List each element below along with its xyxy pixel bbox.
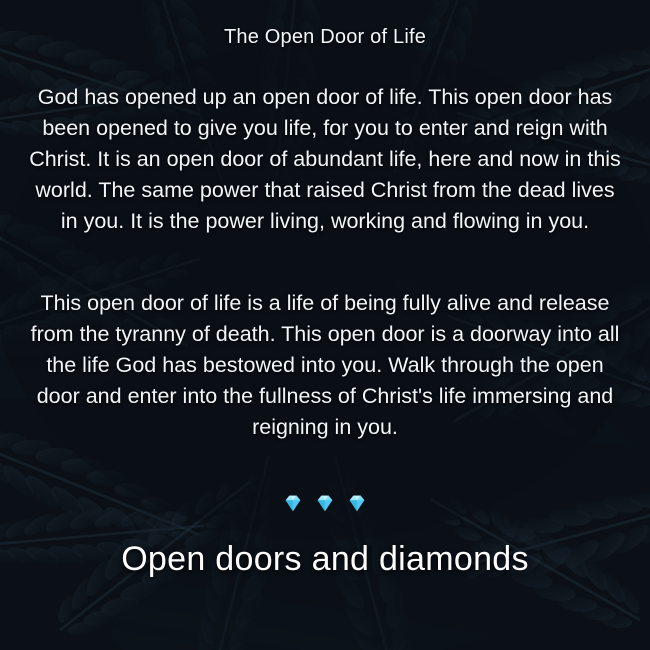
page-title: The Open Door of Life	[223, 26, 427, 48]
diamond-icon	[314, 492, 336, 514]
footer-caption: Open doors and diamonds	[121, 540, 529, 578]
body-paragraph-1: God has opened up an open door of life. This open door has been opened to give you life, for you to enter and reign with Christ. It is an open door of abundant life, here and now in this world. The same power that raised Christ from the dead lives in you. It is the power living, working and flowing in you.	[29, 85, 621, 233]
diamond-icon	[346, 492, 368, 514]
diamond-divider	[282, 492, 368, 514]
diamond-icon	[282, 492, 304, 514]
body-paragraph-2: This open door of life is a life of being fully alive and release from the tyranny of death. This open door is a doorway into all the life God has bestowed into you. Walk through the open door and enter into the fullness of Christ's life immersing and reigning in you.	[30, 290, 620, 439]
